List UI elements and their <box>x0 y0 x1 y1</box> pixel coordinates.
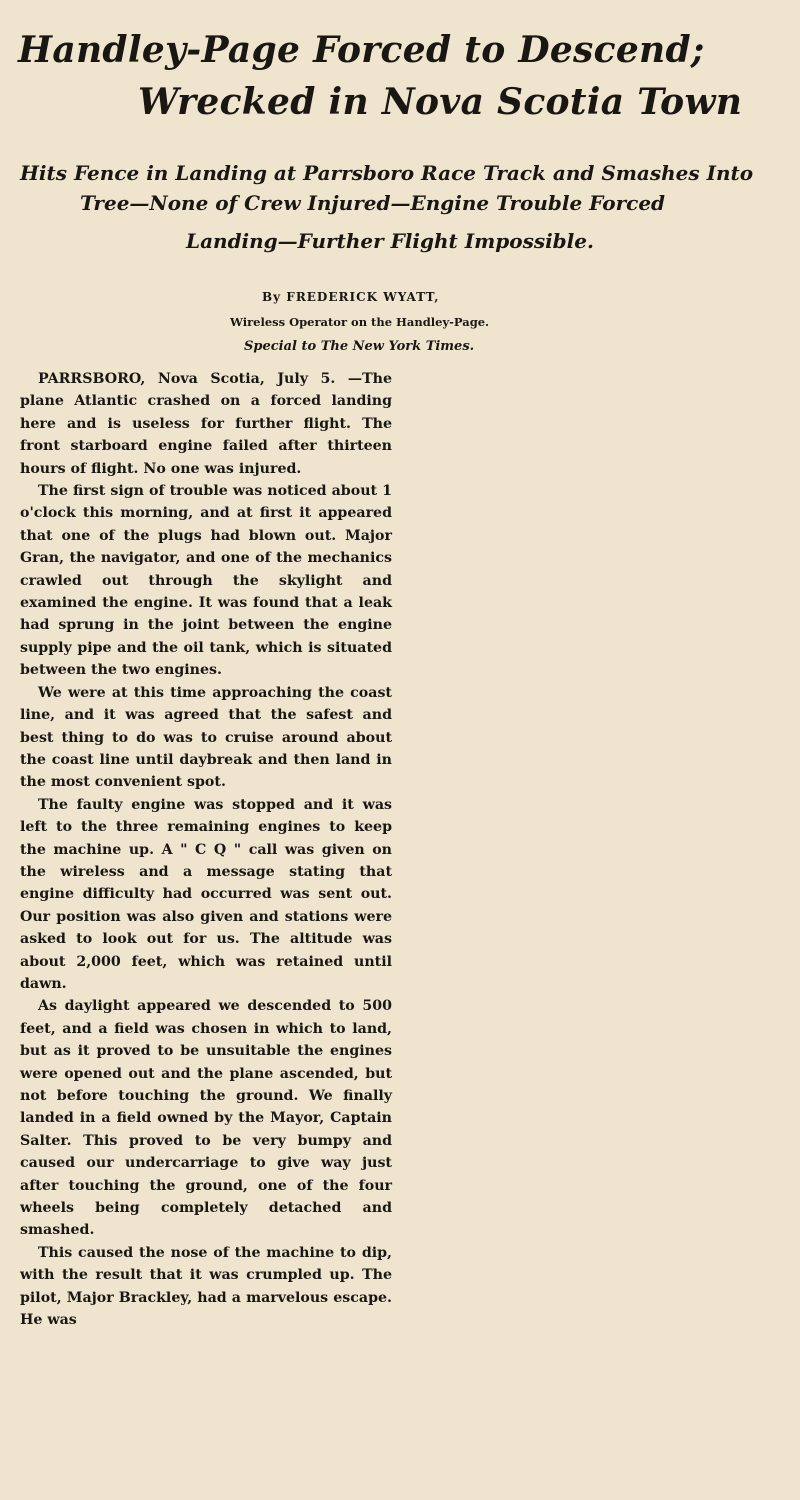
article-paragraph: The faulty engine was stopped and it was left to the three remaining engines to keep the machine up. A " C Q " call was given on the wireless and a message stating that engine difficulty had occurred was sent out. Our position was also given and stations were asked to look out for us. The altitude was about 2,000 feet, which was retained until dawn. <box>20 796 392 992</box>
deck-line-3: Landing—Further Flight Impossible. <box>186 229 594 253</box>
byline-credit: Special to The New York Times. <box>244 339 475 354</box>
headline-line-2: Wrecked in Nova Scotia Town <box>138 81 743 123</box>
article-paragraph: PARRSBORO, Nova Scotia, July 5. —The plane Atlantic crashed on a forced landing here and is useless for further flight. The front starboard engine failed after thirteen hours of flight. No one was injured. <box>20 371 392 477</box>
headline-line-1: Handley-Page Forced to Descend; <box>18 29 705 71</box>
article-paragraph: The first sign of trouble was noticed about 1 o'clock this morning, and at first it appeared that one of the plugs had blown out. Major Gran, the navigator, and one of the mechanics crawled out through the skylight and examined the engine. It was found that a leak had sprung in the joint between the engine supply pipe and the oil tank, which is situated between the two engines. <box>20 483 392 679</box>
byline-role: Wireless Operator on the Handley-Page. <box>230 315 490 329</box>
article-paragraph: This caused the nose of the machine to dip, with the result that it was crumpled up. The pilot, Major Brackley, had a marvelous escape. He was <box>20 1244 392 1329</box>
byline-author: By FREDERICK WYATT, <box>262 290 440 304</box>
article-body <box>20 368 392 1331</box>
article-paragraph: As daylight appeared we descended to 500 feet, and a field was chosen in which to land, but as it proved to be unsuitable the engines were opened out and the plane ascended, but not before touching the ground. We finally landed in a field owned by the Mayor, Captain Salter. This proved to be very bumpy and caused our undercarriage to give way just after touching the ground, one of the four wheels being completely detached and smashed. <box>20 998 392 1239</box>
deck-line-2: Tree—None of Crew Injured—Engine Trouble Forced <box>80 191 666 215</box>
article-paragraph: We were at this time approaching the coast line, and it was agreed that the safest and best thing to do was to cruise around about the coast line until daybreak and then land in the most convenient spot. <box>20 684 392 791</box>
deck-line-1: Hits Fence in Landing at Parrsboro Race Track and Smashes Into <box>20 161 754 185</box>
